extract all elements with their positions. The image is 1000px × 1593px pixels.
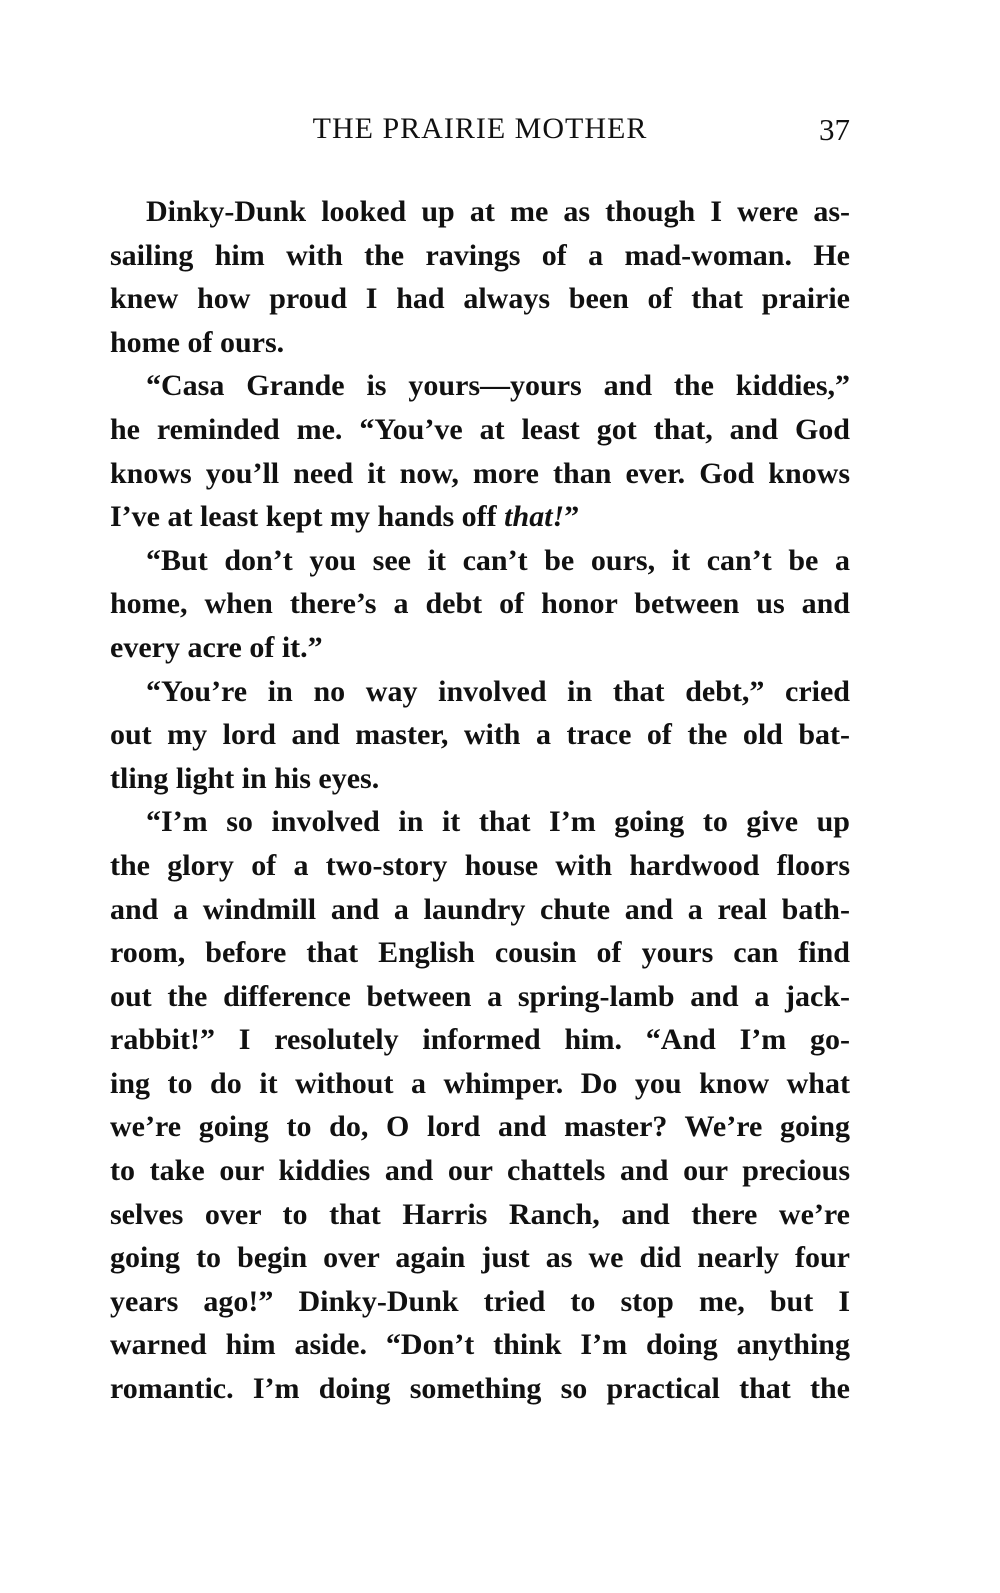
body-text (110, 190, 850, 1411)
text-line: “I’m so involved in it that I’m going to give up (146, 805, 850, 839)
text-line: “Casa Grande is yours—yours and the kiddies,” (146, 369, 850, 403)
page-number: 37 (819, 112, 850, 147)
text-line: ing to do it without a whimper. Do you know what (110, 1066, 850, 1100)
text-line: knows you’ll need it now, more than ever. God knows (110, 456, 850, 490)
text-line: every acre of it.” (110, 630, 323, 664)
text-line: going to begin over again just as we did nearly four (110, 1241, 850, 1275)
text-line: sailing him with the ravings of a mad-woman. He (110, 238, 850, 272)
text-line: Dinky-Dunk looked up at me as though I were as- (146, 195, 850, 228)
text-line: the glory of a two-story house with hardwood floors (110, 848, 850, 882)
text-line: years ago!” Dinky-Dunk tried to stop me, but I (110, 1284, 850, 1318)
text-line: we’re going to do, O lord and master? We’re going (110, 1110, 850, 1144)
text-line: room, before that English cousin of yours can find (110, 936, 850, 970)
text-line: out my lord and master, with a trace of the old bat- (110, 718, 850, 752)
text-line: knew how proud I had always been of that prairie (110, 282, 850, 316)
text-line: I’ve at least kept my hands off that!” (110, 500, 580, 534)
text-line: romantic. I’m doing something so practical that the (110, 1372, 850, 1406)
text-line: “You’re in no way involved in that debt,” cried (146, 674, 850, 708)
text-line: home of ours. (110, 325, 285, 359)
text-line: he reminded me. “You’ve at least got that, and God (110, 412, 850, 446)
text-line: out the difference between a spring-lamb and a jack- (110, 979, 850, 1013)
text-line: to take our kiddies and our chattels and our precious (110, 1154, 850, 1188)
text-line: rabbit!” I resolutely informed him. “And I’m go- (110, 1023, 850, 1057)
running-title: THE PRAIRIE MOTHER (312, 112, 648, 145)
emphasis: that! (504, 500, 565, 534)
text-line: selves over to that Harris Ranch, and there we’re (110, 1197, 850, 1231)
running-head (110, 112, 850, 160)
text-line: home, when there’s a debt of honor between us and (110, 587, 850, 621)
text-line: “But don’t you see it can’t be ours, it can’t be a (146, 543, 850, 577)
text-line: and a windmill and a laundry chute and a real bath- (110, 892, 850, 926)
text-line: tling light in his eyes. (110, 761, 380, 795)
text-line: warned him aside. “Don’t think I’m doing anything (110, 1328, 850, 1362)
